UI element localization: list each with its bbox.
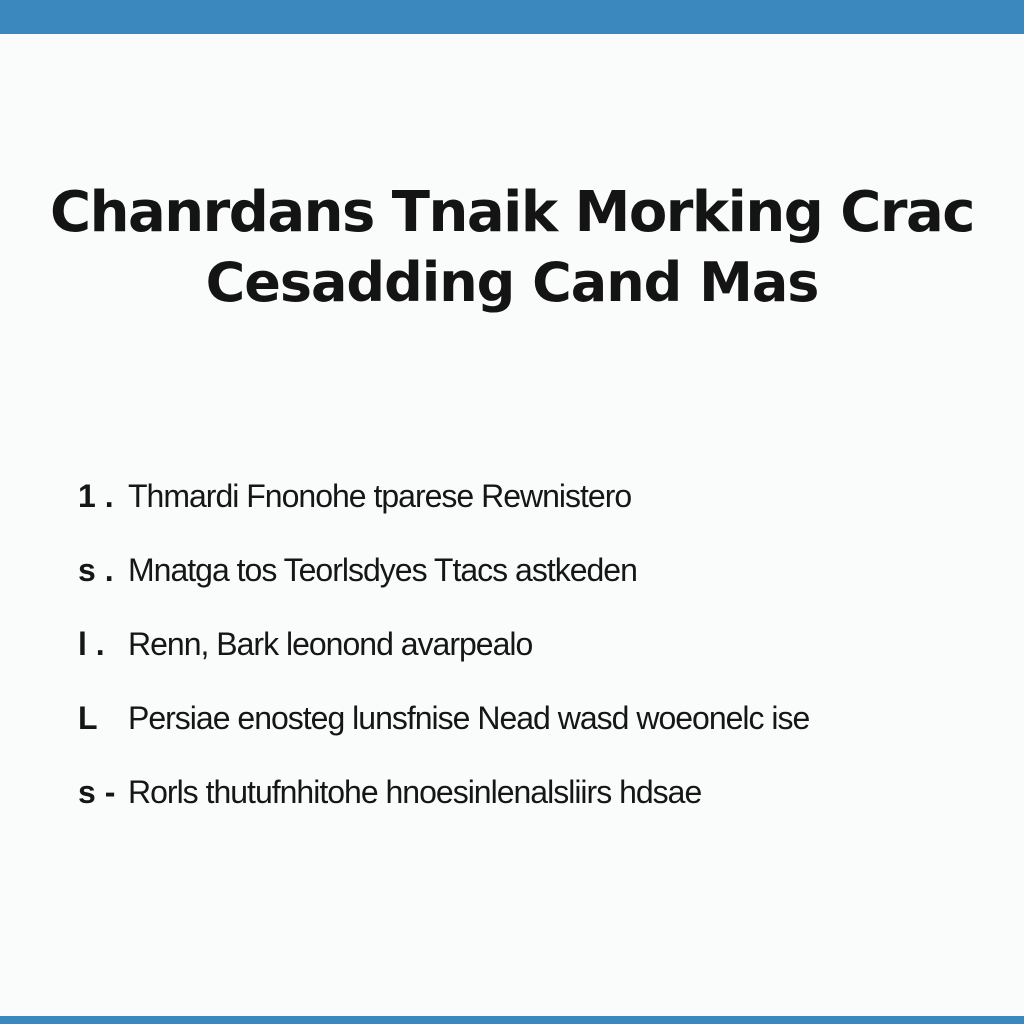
list-item <box>78 478 998 552</box>
numbered-list <box>78 478 998 848</box>
list-item <box>78 700 998 774</box>
list-marker: s - <box>78 774 116 810</box>
list-marker: s . <box>78 552 114 588</box>
list-item <box>78 552 998 626</box>
list-marker: l . <box>78 626 105 662</box>
list-item <box>78 626 998 700</box>
page-title <box>0 178 1024 318</box>
list-item-text: Mnatga tos Teorlsdyes Ttacs astkeden <box>128 552 637 588</box>
list-item-text: Thmardi Fnonohe tparese Rewnistero <box>128 478 632 514</box>
top-accent-bar <box>0 0 1024 34</box>
bottom-accent-bar <box>0 1016 1024 1024</box>
list-item-text: Persiae enosteg lunsfnise Nead wasd woeonelc ise <box>128 700 810 736</box>
list-item-text: Rorls thutufnhitohe hnoesinlenalsliirs hdsae <box>128 774 702 810</box>
list-marker: 1 . <box>78 478 114 514</box>
title-line-1: Chanrdans Tnaik Morking Crac <box>50 180 974 245</box>
title-line-2: Cesadding Cand Mas <box>205 251 819 314</box>
list-item-text: Renn, Bark leonond avarpealo <box>128 626 533 662</box>
list-marker: L <box>78 700 98 736</box>
list-item <box>78 774 998 848</box>
